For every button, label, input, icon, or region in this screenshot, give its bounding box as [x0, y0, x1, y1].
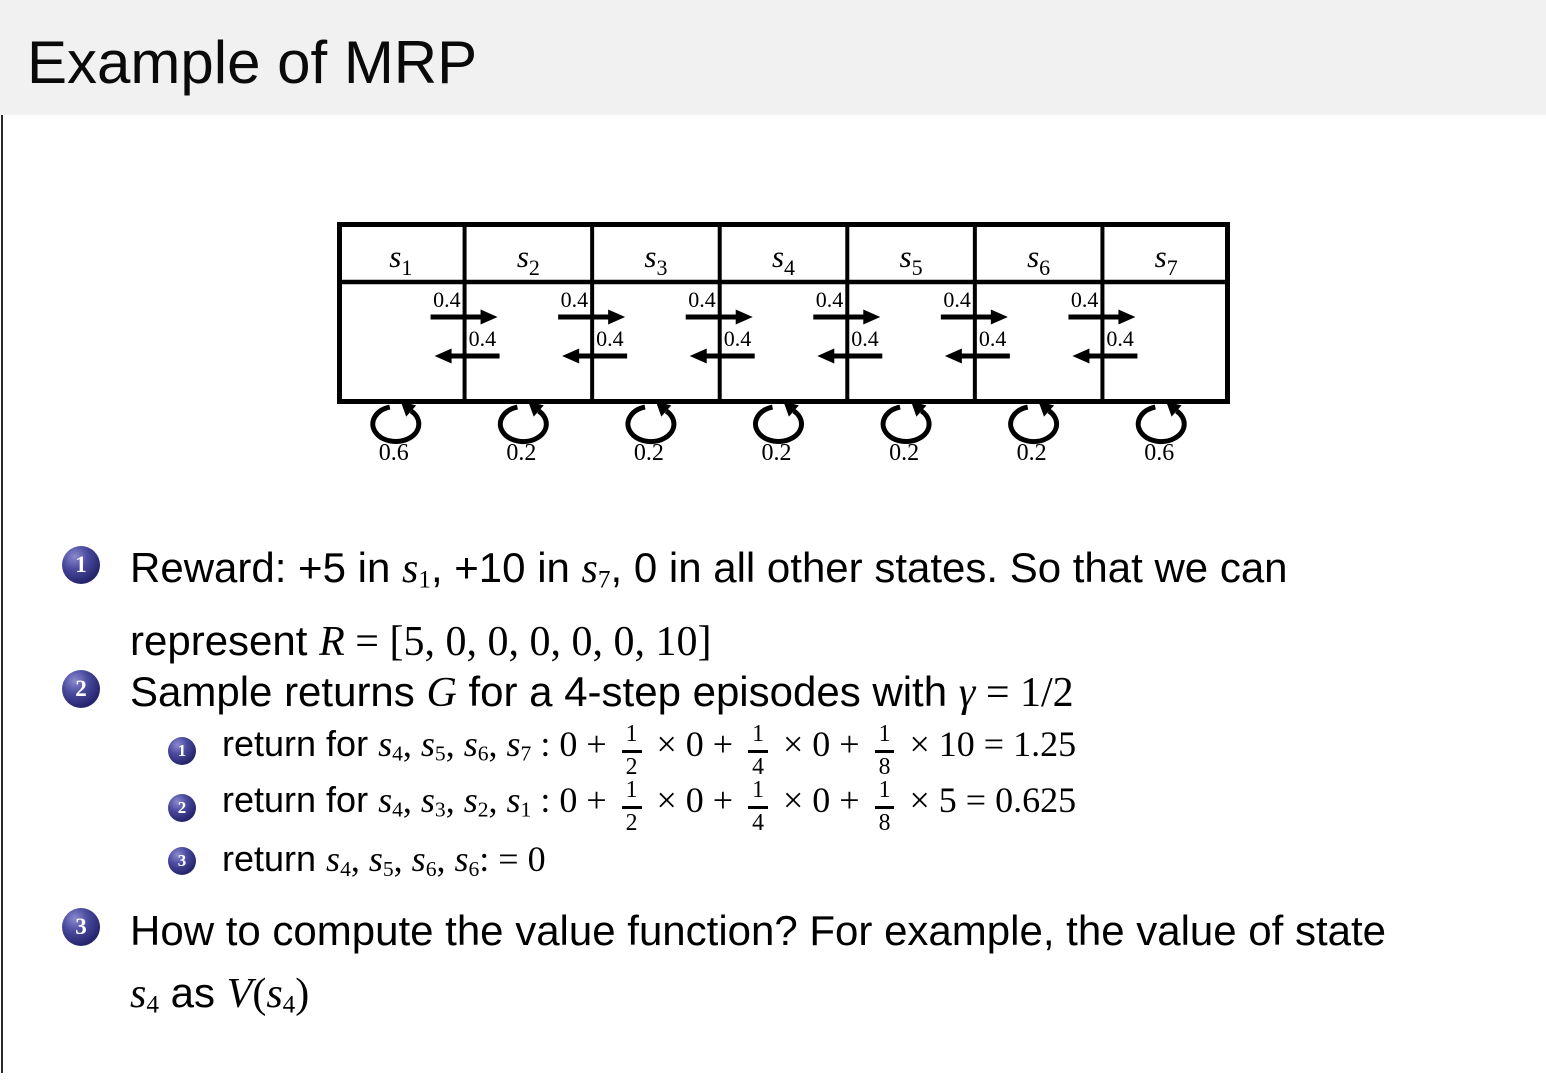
sub-item-return-2: [168, 779, 1076, 836]
fraction-denominator: 2: [622, 806, 642, 836]
text-segment: s: [463, 780, 478, 820]
fraction-numerator: 1: [752, 720, 764, 747]
fraction-denominator: 2: [622, 750, 642, 780]
text-segment: ): [295, 971, 310, 1017]
self-loop-prob-label: 0.6: [1144, 440, 1175, 466]
self-loop-prob-label: 0.6: [378, 440, 409, 466]
value-function-line-2: [130, 962, 1386, 1037]
backward-prob-label: 0.4: [851, 326, 879, 351]
text-segment: s: [420, 780, 435, 820]
fraction: [622, 779, 642, 836]
sub-number-badge-1: 1: [168, 737, 196, 765]
self-loop-arrow: [1011, 407, 1057, 441]
text-segment: = 1/2: [975, 670, 1074, 716]
self-loop-arrow: [500, 407, 546, 441]
text-segment: 4: [392, 797, 403, 822]
state-label: $s_1$: [389, 239, 413, 280]
backward-prob-label: 0.4: [1106, 326, 1134, 351]
forward-prob-label: 0.4: [1070, 287, 1099, 312]
text-segment: as: [158, 969, 227, 1016]
text-segment: 4: [282, 991, 296, 1019]
text-segment: s: [266, 971, 283, 1017]
text-segment: ,: [488, 780, 507, 820]
sub-number-badge-3: 3: [168, 847, 196, 875]
text-segment: s: [368, 839, 383, 880]
item-number-badge-1: 1: [62, 546, 100, 584]
list-item-reward: [62, 538, 1288, 672]
reward-line-1: [130, 538, 1288, 611]
fraction-numerator: 1: [878, 777, 891, 804]
text-segment: ,: [436, 839, 455, 880]
text-segment: for a 4-step episodes with: [456, 668, 959, 715]
state-label-subscript: 3: [656, 255, 668, 280]
text-segment: s: [463, 723, 478, 764]
text-segment: Sample returns: [130, 668, 427, 715]
text-segment: ,: [402, 723, 421, 764]
fraction-numerator: 1: [878, 720, 891, 747]
state-label-subscript: 4: [784, 255, 796, 280]
text-segment: ,: [488, 723, 507, 764]
backward-prob-label: 0.4: [978, 326, 1007, 351]
return-calc-line-1: [222, 720, 1077, 780]
text-segment: , +10 in: [430, 544, 582, 591]
forward-prob-label: 0.4: [943, 287, 971, 312]
text-segment: represent: [130, 616, 320, 664]
state-label-subscript: 2: [528, 255, 540, 280]
text-segment: 6: [477, 741, 489, 766]
text-segment: 7: [597, 566, 611, 594]
fraction-numerator: 1: [625, 720, 638, 747]
text-segment: , 0 in all other states. So that we can: [610, 544, 1288, 591]
list-item-sample-returns: [62, 662, 1074, 723]
text-segment: γ: [958, 670, 976, 716]
text-segment: s: [581, 546, 598, 592]
text-segment: 1: [418, 566, 431, 594]
self-loop-arrow: [883, 407, 929, 441]
text-segment: 4: [340, 857, 351, 882]
self-loop-prob-label: 0.2: [506, 440, 537, 466]
value-function-line-1: [130, 900, 1386, 962]
self-loop-arrow: [1138, 407, 1184, 441]
text-segment: return for: [222, 722, 379, 764]
self-loop-arrow: [628, 407, 674, 441]
sub-item-return-1: [168, 722, 1076, 780]
state-label: $s_3$: [644, 239, 668, 280]
sample-returns-line: [130, 662, 1074, 723]
fraction-denominator: 8: [875, 806, 895, 836]
list-item-value-function: [62, 900, 1386, 1037]
text-segment: s: [378, 780, 393, 820]
forward-prob-label: 0.4: [688, 287, 716, 312]
text-segment: : 0 +: [531, 723, 616, 764]
text-segment: return for: [222, 779, 379, 820]
state-label: $s_2$: [516, 239, 540, 280]
mrp-diagram-svg: [337, 222, 1230, 472]
text-segment: : 0 +: [531, 780, 616, 820]
text-segment: ,: [445, 723, 464, 764]
self-loop-prob-label: 0.2: [633, 440, 664, 466]
fraction-denominator: 4: [748, 806, 768, 836]
fraction: [748, 720, 768, 780]
text-segment: : = 0: [479, 839, 546, 880]
text-segment: 7: [520, 741, 532, 766]
fraction: [622, 720, 642, 780]
text-segment: s: [326, 839, 341, 880]
text-segment: × 5 = 0.625: [900, 780, 1077, 820]
text-segment: s: [454, 839, 469, 880]
text-segment: (: [252, 971, 267, 1017]
text-segment: × 0 +: [647, 780, 743, 820]
page-title: Example of MRP: [27, 29, 478, 96]
fraction: [875, 720, 895, 780]
self-loop-prob-label: 0.2: [761, 440, 792, 466]
item-number-badge-3: 3: [62, 908, 100, 946]
state-label-subscript: 6: [1039, 255, 1051, 280]
text-segment: s: [506, 780, 521, 820]
text-segment: s: [411, 839, 426, 880]
sub-number-badge-2: 2: [168, 794, 196, 822]
state-label: $s_7$: [1154, 239, 1178, 280]
self-loop-prob-label: 0.2: [1016, 440, 1047, 466]
text-segment: How to compute the value function? For example, the value of state: [130, 907, 1387, 954]
backward-prob-label: 0.4: [723, 326, 752, 351]
self-loop-arrow: [373, 407, 419, 441]
slide-title-bar: [0, 0, 1546, 115]
text-segment: G: [426, 670, 457, 716]
text-segment: s: [401, 546, 419, 592]
return-calc-line-3: [222, 838, 546, 882]
text-segment: ,: [402, 780, 421, 820]
text-segment: s: [506, 723, 521, 764]
item-number-badge-2: 2: [62, 670, 100, 708]
return-calc-line-2: [222, 779, 1076, 836]
text-segment: s: [130, 971, 147, 1017]
text-segment: 1: [520, 797, 532, 822]
fraction: [875, 779, 895, 836]
forward-prob-label: 0.4: [433, 287, 461, 312]
state-label: $s_5$: [899, 239, 923, 280]
text-segment: V: [226, 971, 253, 1017]
text-segment: ,: [393, 839, 412, 880]
text-segment: × 0 +: [647, 723, 743, 764]
backward-prob-label: 0.4: [596, 326, 624, 351]
text-segment: × 10 = 1.25: [900, 723, 1077, 764]
fraction-numerator: 1: [625, 777, 638, 804]
text-segment: return: [222, 838, 327, 880]
text-segment: R: [319, 618, 345, 665]
text-segment: 2: [477, 797, 489, 822]
fraction-numerator: 1: [752, 777, 764, 804]
forward-prob-label: 0.4: [560, 287, 589, 312]
text-segment: Reward: +5 in: [130, 544, 402, 591]
text-segment: 4: [146, 991, 159, 1019]
slide-left-border: [1, 115, 3, 1073]
self-loop-prob-label: 0.2: [889, 440, 920, 466]
sub-item-return-3: [168, 836, 546, 886]
text-segment: = [5, 0, 0, 0, 0, 0, 10]: [344, 618, 712, 665]
backward-prob-label: 0.4: [468, 326, 497, 351]
text-segment: × 0 +: [773, 780, 869, 820]
text-segment: ,: [350, 839, 369, 880]
fraction: [748, 779, 768, 836]
state-label: $s_4$: [771, 239, 796, 280]
state-label-subscript: 5: [911, 255, 923, 280]
text-segment: 6: [425, 857, 437, 882]
text-segment: ,: [445, 780, 464, 820]
state-label: $s_6$: [1027, 239, 1051, 280]
text-segment: 6: [468, 857, 480, 882]
text-segment: 5: [382, 857, 394, 882]
text-segment: s: [420, 723, 435, 764]
fraction-denominator: 4: [748, 750, 768, 780]
text-segment: × 0 +: [773, 723, 869, 764]
mrp-state-diagram: [337, 222, 1230, 472]
text-segment: s: [378, 723, 393, 764]
state-label-subscript: 7: [1166, 255, 1178, 280]
state-label-subscript: 1: [401, 255, 413, 280]
text-segment: 5: [434, 741, 446, 766]
forward-prob-label: 0.4: [815, 287, 844, 312]
self-loop-arrow: [755, 407, 801, 441]
text-segment: 3: [434, 797, 446, 822]
text-segment: 4: [392, 741, 403, 766]
fraction-denominator: 8: [875, 750, 895, 780]
